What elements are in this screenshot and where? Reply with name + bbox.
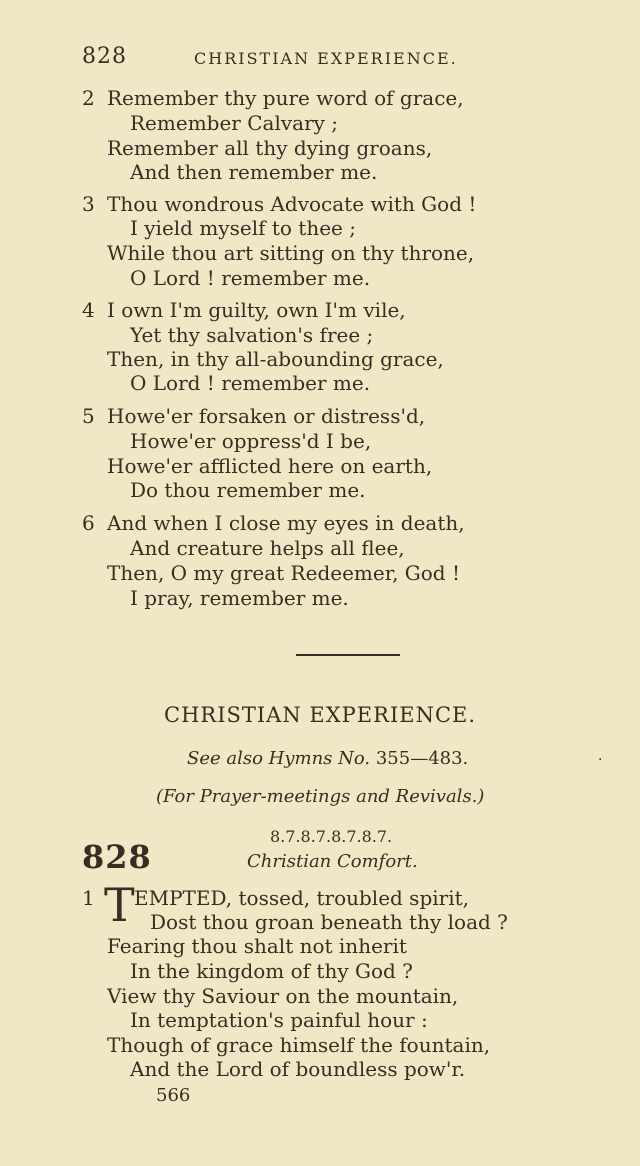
verse-line: O Lord ! remember me. — [130, 371, 371, 395]
section-title: CHRISTIAN EXPERIENCE. — [164, 703, 477, 727]
stray-mark: · — [598, 752, 603, 768]
verse-line: Dost thou groan beneath thy load ? — [150, 910, 508, 934]
verse-line: Thou wondrous Advocate with God ! — [107, 192, 477, 216]
verse-line: Do thou remember me. — [130, 478, 366, 502]
see-also-note — [187, 748, 468, 769]
verse-line: While thou art sitting on thy throne, — [107, 241, 475, 265]
footer-page-number: 566 — [156, 1085, 191, 1106]
verse-line: Then, in thy all-abounding grace, — [107, 347, 444, 371]
verse-line: Though of grace himself the fountain, — [107, 1033, 491, 1057]
verse-line: Yet thy salvation's free ; — [130, 323, 374, 347]
verse-line: View thy Saviour on the mountain, — [107, 984, 459, 1008]
verse-number: 4 — [82, 298, 95, 322]
verse-line: Fearing thou shalt not inherit — [107, 934, 407, 958]
drop-cap: T — [104, 878, 135, 932]
verse-line: In the kingdom of thy God ? — [130, 959, 413, 983]
verse-line: EMPTED, tossed, troubled spirit, — [134, 886, 469, 910]
verse-line: Remember thy pure word of grace, — [107, 86, 464, 110]
see-also-range: 355—483. — [370, 748, 469, 769]
verse-line: I own I'm guilty, own I'm vile, — [107, 298, 406, 322]
header-hymn-number: 828 — [82, 44, 127, 69]
verse-line: I pray, remember me. — [130, 586, 349, 610]
verse-line: Howe'er afflicted here on earth, — [107, 454, 433, 478]
prayer-note: (For Prayer-meetings and Revivals.) — [156, 786, 485, 807]
verse-number: 3 — [82, 192, 95, 216]
hymn-meter: 8.7.8.7.8.7.8.7. — [270, 827, 393, 846]
see-also-prefix: See also Hymns No. — [187, 748, 371, 769]
verse-line: I yield myself to thee ; — [130, 216, 356, 240]
verse-line: O Lord ! remember me. — [130, 266, 371, 290]
verse-line: And then remember me. — [130, 160, 378, 184]
verse-line: And when I close my eyes in death, — [107, 511, 465, 535]
verse-number: 2 — [82, 86, 95, 110]
hymn-title: Christian Comfort. — [247, 851, 418, 872]
verse-line: Then, O my great Redeemer, God ! — [107, 561, 461, 585]
verse-line: Howe'er oppress'd I be, — [130, 429, 372, 453]
verse-line: In temptation's painful hour : — [130, 1008, 428, 1032]
verse-line: Remember all thy dying groans, — [107, 136, 433, 160]
verse-number: 1 — [82, 886, 95, 910]
verse-line: And creature helps all flee, — [130, 536, 405, 560]
verse-line: And the Lord of boundless pow'r. — [130, 1057, 466, 1081]
running-head — [82, 44, 502, 74]
verse-line: Remember Calvary ; — [130, 111, 339, 135]
verse-number: 5 — [82, 404, 95, 428]
verse-number: 6 — [82, 511, 95, 535]
hymn-number: 828 — [82, 838, 152, 876]
running-title: CHRISTIAN EXPERIENCE. — [194, 49, 458, 68]
section-divider — [296, 654, 400, 656]
verse-line: Howe'er forsaken or distress'd, — [107, 404, 426, 428]
